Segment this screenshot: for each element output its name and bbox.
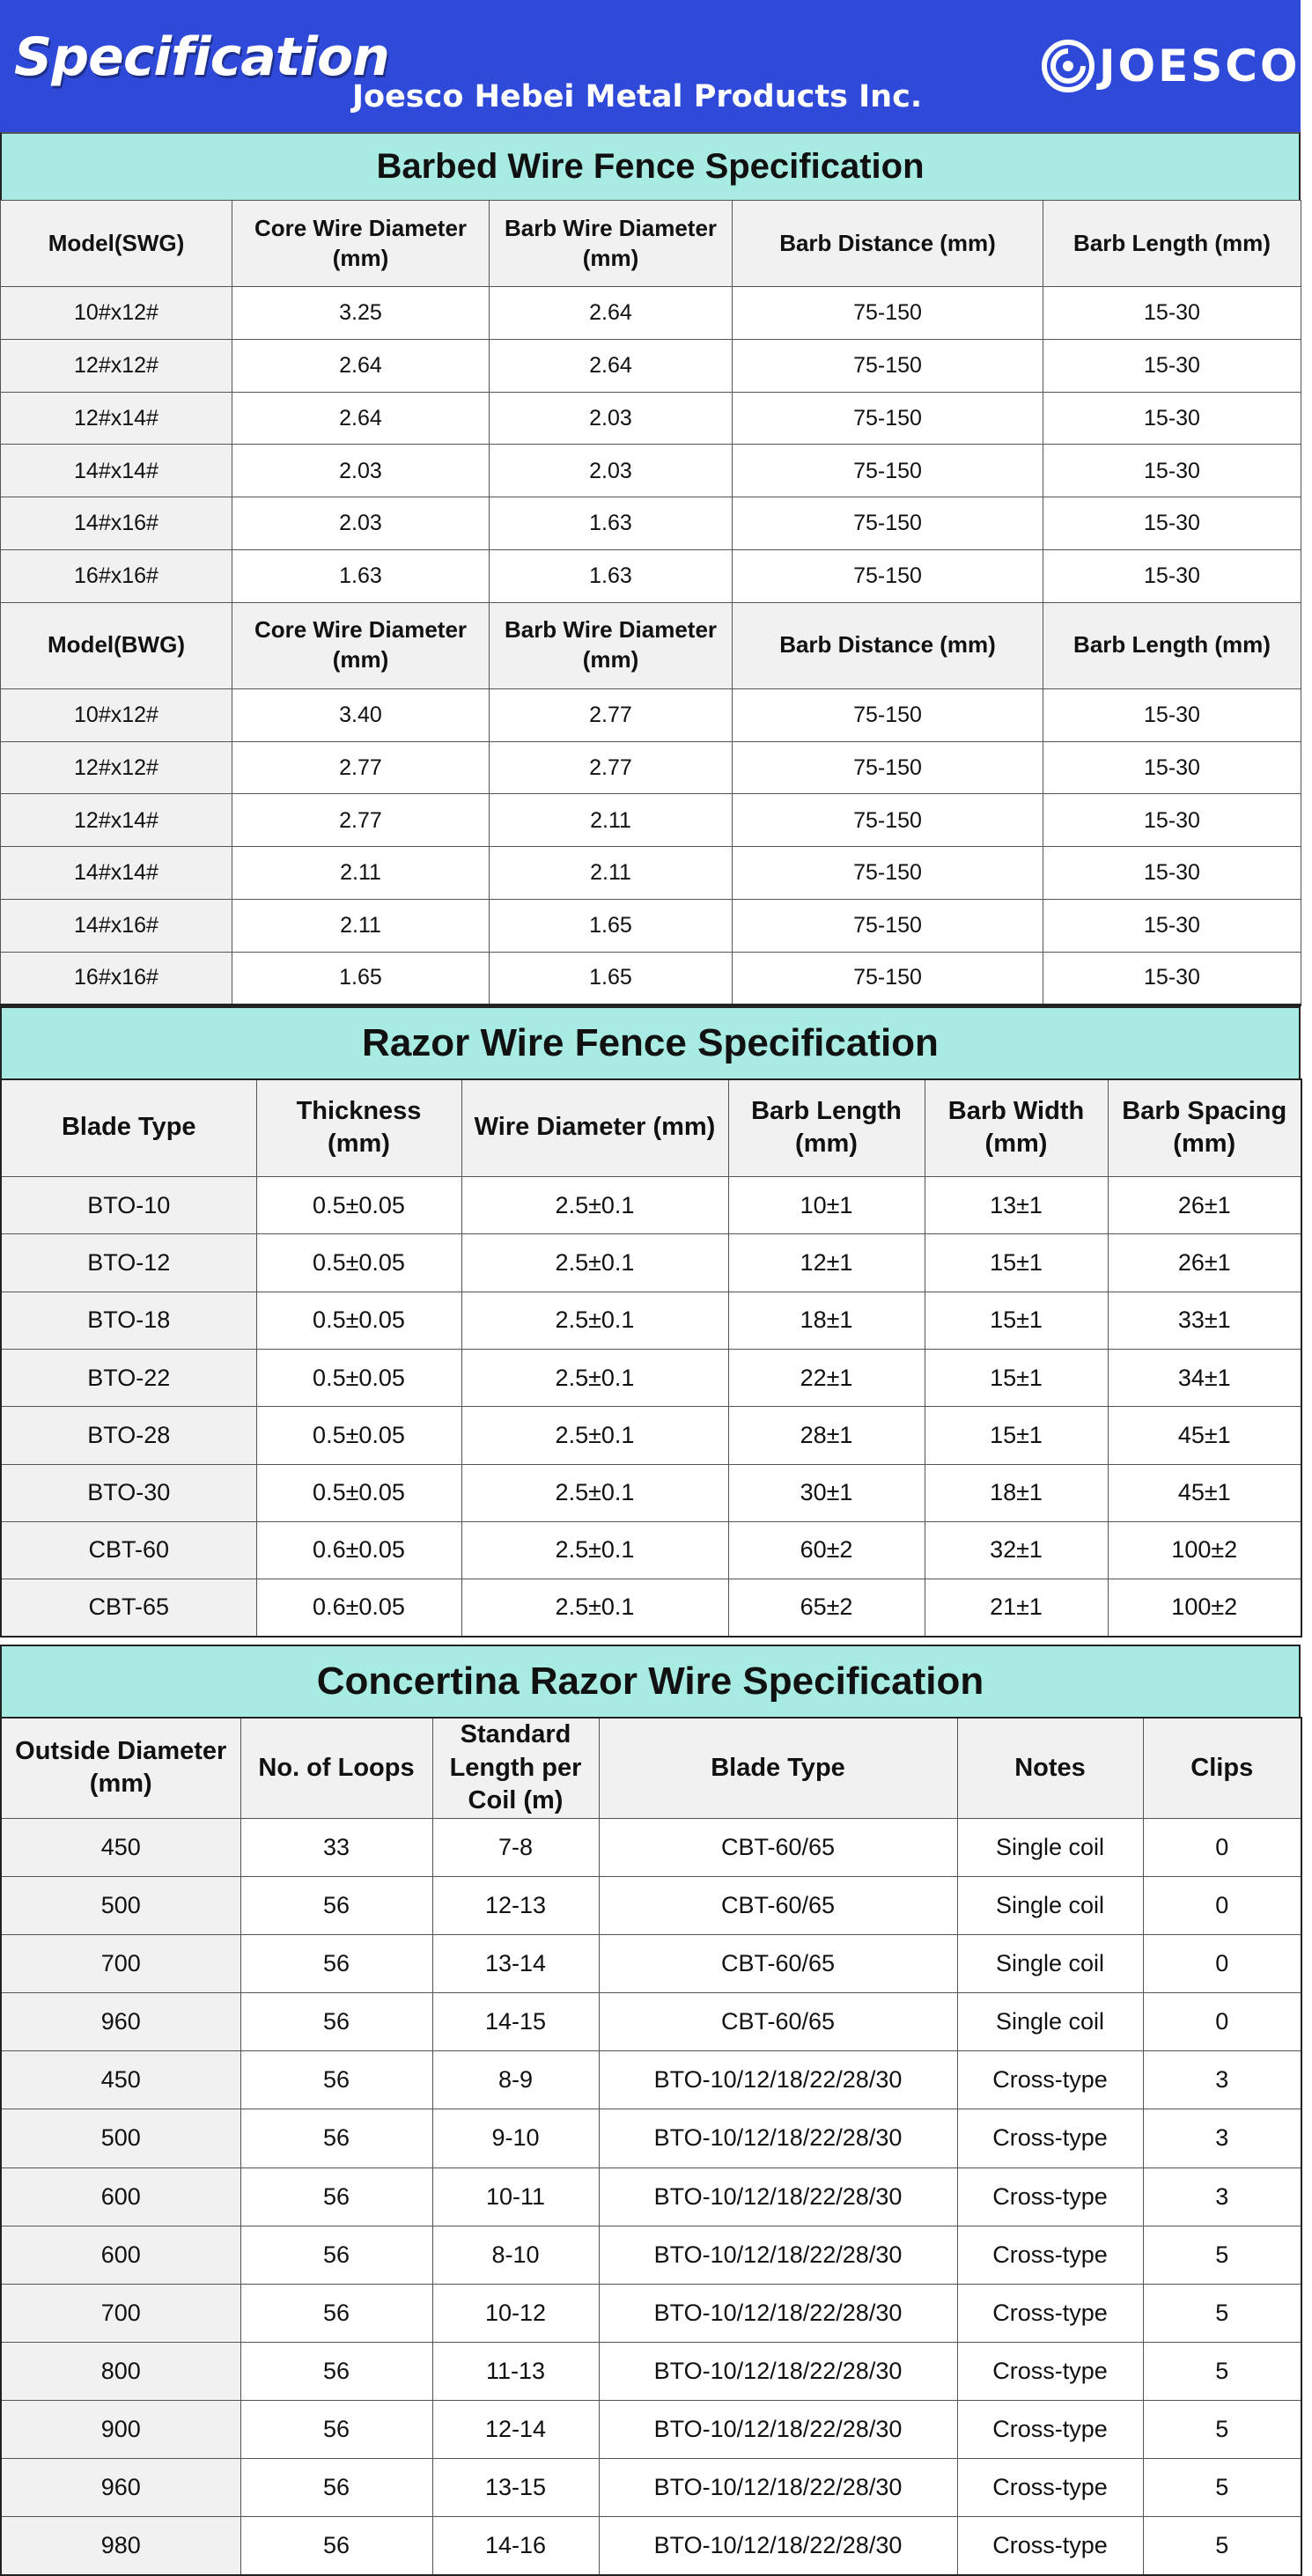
table-cell: BTO-10 (1, 1177, 256, 1234)
table-cell: 75-150 (733, 445, 1043, 497)
table-cell: 14#x16# (1, 497, 232, 550)
table-cell: Cross-type (957, 2284, 1143, 2342)
table-header-row (1, 1079, 1301, 1177)
table-cell: BTO-10/12/18/22/28/30 (599, 2284, 957, 2342)
table-cell: 0 (1143, 1935, 1301, 1993)
table-row (1, 1877, 1301, 1935)
column-header: Blade Type (599, 1718, 957, 1819)
table-cell: 2.03 (232, 497, 490, 550)
table-cell: 1.63 (232, 549, 490, 602)
table-cell: 22±1 (728, 1349, 925, 1406)
table-row (1, 2168, 1301, 2226)
table-cell: 15-30 (1043, 688, 1301, 741)
header-banner (0, 0, 1312, 132)
table-header-row (1, 1718, 1301, 1819)
table-cell: 10±1 (728, 1177, 925, 1234)
table-cell: 12±1 (728, 1234, 925, 1292)
table-cell: 2.64 (490, 287, 733, 340)
table-cell: 26±1 (1108, 1234, 1301, 1292)
table-row (1, 549, 1301, 602)
table-cell: 700 (1, 1935, 240, 1993)
table-cell: 0.5±0.05 (256, 1349, 461, 1406)
barbed-wire-table (0, 200, 1301, 1006)
table-cell: 75-150 (733, 794, 1043, 847)
table-cell: 1.63 (490, 549, 733, 602)
table-cell: 2.03 (232, 445, 490, 497)
table-cell: 2.77 (490, 741, 733, 794)
table-cell: BTO-22 (1, 1349, 256, 1406)
column-header: Barb Length (mm) (1043, 201, 1301, 287)
table-cell: 14#x16# (1, 899, 232, 952)
table-cell: 0.6±0.05 (256, 1521, 461, 1579)
table-cell: 0.5±0.05 (256, 1234, 461, 1292)
registered-mark: ® (1303, 32, 1312, 46)
table-cell: 2.11 (232, 899, 490, 952)
table-cell: 15±1 (925, 1349, 1108, 1406)
table-row (1, 2400, 1301, 2458)
table-cell: CBT-60/65 (599, 1877, 957, 1935)
table-cell: 0 (1143, 1877, 1301, 1935)
column-header: Thickness (mm) (256, 1079, 461, 1177)
section-gap (0, 1638, 1301, 1645)
table-cell: 56 (240, 2284, 432, 2342)
table-cell: 960 (1, 1993, 240, 2051)
table-cell: 5 (1143, 2226, 1301, 2284)
table-row (1, 287, 1301, 340)
table-cell: 65±2 (728, 1579, 925, 1637)
table-cell: 15-30 (1043, 549, 1301, 602)
table-cell: 5 (1143, 2517, 1301, 2575)
table-row (1, 2284, 1301, 2342)
table-cell: 450 (1, 1819, 240, 1877)
table-cell: 75-150 (733, 287, 1043, 340)
table-cell: 500 (1, 1877, 240, 1935)
table-cell: BTO-28 (1, 1407, 256, 1464)
logo-swirl-icon (1041, 39, 1095, 93)
table-cell: 600 (1, 2168, 240, 2226)
table-header-row (1, 602, 1301, 688)
table-cell: BTO-12 (1, 1234, 256, 1292)
table-cell: 75-150 (733, 392, 1043, 445)
table-cell: Cross-type (957, 2400, 1143, 2458)
table-row (1, 1464, 1301, 1521)
table-cell: 1.65 (490, 952, 733, 1005)
table-cell: 1.65 (232, 952, 490, 1005)
table-cell: 980 (1, 2517, 240, 2575)
company-name: Joesco Hebei Metal Products Inc. (352, 79, 923, 114)
table-cell: 900 (1, 2400, 240, 2458)
table-cell: 15-30 (1043, 497, 1301, 550)
table-header-row (1, 201, 1301, 287)
table-cell: 2.11 (232, 847, 490, 900)
table-cell: 56 (240, 1877, 432, 1935)
table-cell: 13±1 (925, 1177, 1108, 1234)
table-cell: 0.5±0.05 (256, 1177, 461, 1234)
table-cell: 75-150 (733, 549, 1043, 602)
table-cell: 15±1 (925, 1234, 1108, 1292)
table-cell: 15-30 (1043, 899, 1301, 952)
table-cell: 56 (240, 2459, 432, 2517)
table-cell: 56 (240, 2400, 432, 2458)
table-cell: 15-30 (1043, 741, 1301, 794)
table-cell: 15-30 (1043, 392, 1301, 445)
table-cell: 45±1 (1108, 1464, 1301, 1521)
table-row (1, 2226, 1301, 2284)
table-cell: 2.77 (232, 794, 490, 847)
table-row (1, 339, 1301, 392)
table-row (1, 1521, 1301, 1579)
table-row (1, 847, 1301, 900)
table-row (1, 2051, 1301, 2109)
table-cell: 5 (1143, 2459, 1301, 2517)
column-header: Model(SWG) (1, 201, 232, 287)
table-cell: 2.64 (232, 339, 490, 392)
table-cell: 56 (240, 2517, 432, 2575)
table-cell: 32±1 (925, 1521, 1108, 1579)
column-header: Barb Spacing (mm) (1108, 1079, 1301, 1177)
table-cell: Cross-type (957, 2051, 1143, 2109)
table-cell: 5 (1143, 2400, 1301, 2458)
table-cell: Single coil (957, 1877, 1143, 1935)
table-cell: 600 (1, 2226, 240, 2284)
table-cell: 75-150 (733, 899, 1043, 952)
table-cell: 8-10 (432, 2226, 599, 2284)
table-cell: 15-30 (1043, 847, 1301, 900)
table-cell: 700 (1, 2284, 240, 2342)
table-cell: 3.40 (232, 688, 490, 741)
table-cell: 18±1 (728, 1292, 925, 1349)
concertina-title: Concertina Razor Wire Specification (0, 1645, 1301, 1717)
table-cell: 2.64 (490, 339, 733, 392)
table-cell: 21±1 (925, 1579, 1108, 1637)
table-cell: Cross-type (957, 2517, 1143, 2575)
table-cell: CBT-65 (1, 1579, 256, 1637)
table-cell: 75-150 (733, 741, 1043, 794)
table-row (1, 741, 1301, 794)
table-cell: 12#x12# (1, 339, 232, 392)
table-cell: 16#x16# (1, 549, 232, 602)
table-cell: 2.5±0.1 (461, 1292, 728, 1349)
table-cell: 15±1 (925, 1407, 1108, 1464)
table-cell: BTO-10/12/18/22/28/30 (599, 2342, 957, 2400)
table-cell: BTO-10/12/18/22/28/30 (599, 2400, 957, 2458)
table-cell: 12-14 (432, 2400, 599, 2458)
table-row (1, 1349, 1301, 1406)
table-cell: 11-13 (432, 2342, 599, 2400)
table-cell: 18±1 (925, 1464, 1108, 1521)
table-cell: 8-9 (432, 2051, 599, 2109)
table-cell: Cross-type (957, 2168, 1143, 2226)
table-cell: 33±1 (1108, 1292, 1301, 1349)
table-cell: BTO-10/12/18/22/28/30 (599, 2109, 957, 2168)
table-row (1, 1407, 1301, 1464)
table-row (1, 1935, 1301, 1993)
page-title: Specification (14, 26, 389, 88)
table-cell: 30±1 (728, 1464, 925, 1521)
table-cell: 2.11 (490, 847, 733, 900)
table-cell: 10-12 (432, 2284, 599, 2342)
table-cell: CBT-60 (1, 1521, 256, 1579)
table-row (1, 1177, 1301, 1234)
table-cell: 10#x12# (1, 688, 232, 741)
column-header: Wire Diameter (mm) (461, 1079, 728, 1177)
table-cell: 9-10 (432, 2109, 599, 2168)
table-cell: Single coil (957, 1819, 1143, 1877)
table-cell: 10#x12# (1, 287, 232, 340)
column-header: Barb Distance (mm) (733, 602, 1043, 688)
column-header: Barb Distance (mm) (733, 201, 1043, 287)
table-cell: 12#x14# (1, 392, 232, 445)
table-cell: 7-8 (432, 1819, 599, 1877)
table-row (1, 1234, 1301, 1292)
column-header: Barb Length (mm) (1043, 602, 1301, 688)
table-row (1, 2459, 1301, 2517)
table-cell: 15±1 (925, 1292, 1108, 1349)
table-cell: 15-30 (1043, 445, 1301, 497)
barbed-wire-section (0, 132, 1301, 1006)
table-cell: 0.6±0.05 (256, 1579, 461, 1637)
table-cell: 34±1 (1108, 1349, 1301, 1406)
table-cell: 16#x16# (1, 952, 232, 1005)
logo (1041, 32, 1312, 97)
table-cell: 2.5±0.1 (461, 1407, 728, 1464)
table-row (1, 445, 1301, 497)
column-header: Notes (957, 1718, 1143, 1819)
table-cell: 60±2 (728, 1521, 925, 1579)
table-row (1, 1993, 1301, 2051)
column-header: Barb Wire Diameter (mm) (490, 602, 733, 688)
table-cell: 56 (240, 2051, 432, 2109)
logo-text: JOESCO (1099, 40, 1301, 92)
table-cell: 75-150 (733, 339, 1043, 392)
table-cell: 0 (1143, 1819, 1301, 1877)
table-cell: 0.5±0.05 (256, 1407, 461, 1464)
table-cell: 0.5±0.05 (256, 1292, 461, 1349)
table-row (1, 899, 1301, 952)
table-cell: Cross-type (957, 2459, 1143, 2517)
table-cell: 5 (1143, 2284, 1301, 2342)
concertina-table (0, 1717, 1302, 2576)
table-row (1, 794, 1301, 847)
table-cell: BTO-10/12/18/22/28/30 (599, 2459, 957, 2517)
table-cell: 15-30 (1043, 952, 1301, 1005)
column-header: Model(BWG) (1, 602, 232, 688)
table-cell: BTO-10/12/18/22/28/30 (599, 2517, 957, 2575)
table-row (1, 392, 1301, 445)
table-row (1, 1579, 1301, 1637)
column-header: Standard Length per Coil (m) (432, 1718, 599, 1819)
table-cell: 2.77 (490, 688, 733, 741)
table-cell: 2.11 (490, 794, 733, 847)
column-header: Barb Length (mm) (728, 1079, 925, 1177)
table-row (1, 688, 1301, 741)
table-cell: Cross-type (957, 2342, 1143, 2400)
table-row (1, 497, 1301, 550)
column-header: Clips (1143, 1718, 1301, 1819)
table-cell: 2.5±0.1 (461, 1177, 728, 1234)
concertina-section (0, 1645, 1301, 2576)
table-cell: 12#x12# (1, 741, 232, 794)
column-header: Core Wire Diameter (mm) (232, 201, 490, 287)
barbed-wire-title: Barbed Wire Fence Specification (0, 132, 1301, 200)
table-cell: 2.5±0.1 (461, 1464, 728, 1521)
table-cell: 14#x14# (1, 847, 232, 900)
table-row (1, 952, 1301, 1005)
table-cell: 12#x14# (1, 794, 232, 847)
table-cell: 100±2 (1108, 1521, 1301, 1579)
table-cell: 12-13 (432, 1877, 599, 1935)
razor-wire-table (0, 1078, 1302, 1638)
table-cell: 2.5±0.1 (461, 1349, 728, 1406)
table-cell: CBT-60/65 (599, 1993, 957, 2051)
table-cell: BTO-10/12/18/22/28/30 (599, 2168, 957, 2226)
column-header: No. of Loops (240, 1718, 432, 1819)
table-cell: 0 (1143, 1993, 1301, 2051)
table-cell: 15-30 (1043, 339, 1301, 392)
table-cell: 56 (240, 1935, 432, 1993)
table-cell: 5 (1143, 2342, 1301, 2400)
razor-wire-title: Razor Wire Fence Specification (0, 1006, 1301, 1078)
table-cell: 1.65 (490, 899, 733, 952)
table-cell: Cross-type (957, 2226, 1143, 2284)
column-header: Blade Type (1, 1079, 256, 1177)
table-cell: 56 (240, 2109, 432, 2168)
table-cell: 75-150 (733, 497, 1043, 550)
table-cell: 2.5±0.1 (461, 1579, 728, 1637)
table-cell: 1.63 (490, 497, 733, 550)
table-cell: Single coil (957, 1935, 1143, 1993)
table-cell: 75-150 (733, 952, 1043, 1005)
table-cell: 3.25 (232, 287, 490, 340)
table-cell: 75-150 (733, 688, 1043, 741)
column-header: Barb Wire Diameter (mm) (490, 201, 733, 287)
table-cell: 13-14 (432, 1935, 599, 1993)
table-cell: 3 (1143, 2109, 1301, 2168)
table-cell: 14#x14# (1, 445, 232, 497)
table-cell: 0.5±0.05 (256, 1464, 461, 1521)
table-cell: 2.5±0.1 (461, 1521, 728, 1579)
table-cell: 3 (1143, 2168, 1301, 2226)
table-cell: 3 (1143, 2051, 1301, 2109)
table-cell: 2.5±0.1 (461, 1234, 728, 1292)
table-cell: 2.77 (232, 741, 490, 794)
table-cell: 2.64 (232, 392, 490, 445)
table-cell: BTO-10/12/18/22/28/30 (599, 2226, 957, 2284)
table-cell: 15-30 (1043, 287, 1301, 340)
table-cell: Cross-type (957, 2109, 1143, 2168)
table-row (1, 1292, 1301, 1349)
table-cell: BTO-10/12/18/22/28/30 (599, 2051, 957, 2109)
table-cell: 14-16 (432, 2517, 599, 2575)
table-cell: 56 (240, 1993, 432, 2051)
column-header: Outside Diameter (mm) (1, 1718, 240, 1819)
table-cell: Single coil (957, 1993, 1143, 2051)
table-cell: 26±1 (1108, 1177, 1301, 1234)
table-cell: 10-11 (432, 2168, 599, 2226)
table-cell: 2.03 (490, 445, 733, 497)
column-header: Core Wire Diameter (mm) (232, 602, 490, 688)
table-cell: 56 (240, 2226, 432, 2284)
table-cell: 15-30 (1043, 794, 1301, 847)
table-row (1, 2517, 1301, 2575)
table-cell: 100±2 (1108, 1579, 1301, 1637)
table-cell: 56 (240, 2168, 432, 2226)
table-cell: 450 (1, 2051, 240, 2109)
table-cell: BTO-30 (1, 1464, 256, 1521)
table-cell: 800 (1, 2342, 240, 2400)
table-cell: 14-15 (432, 1993, 599, 2051)
table-cell: CBT-60/65 (599, 1819, 957, 1877)
table-cell: 500 (1, 2109, 240, 2168)
table-cell: BTO-18 (1, 1292, 256, 1349)
table-cell: 2.03 (490, 392, 733, 445)
table-cell: 56 (240, 2342, 432, 2400)
table-row (1, 2342, 1301, 2400)
table-cell: CBT-60/65 (599, 1935, 957, 1993)
table-cell: 75-150 (733, 847, 1043, 900)
table-cell: 28±1 (728, 1407, 925, 1464)
table-cell: 960 (1, 2459, 240, 2517)
table-cell: 13-15 (432, 2459, 599, 2517)
table-row (1, 2109, 1301, 2168)
razor-wire-section (0, 1006, 1301, 1638)
table-row (1, 1819, 1301, 1877)
table-cell: 33 (240, 1819, 432, 1877)
column-header: Barb Width (mm) (925, 1079, 1108, 1177)
table-cell: 45±1 (1108, 1407, 1301, 1464)
